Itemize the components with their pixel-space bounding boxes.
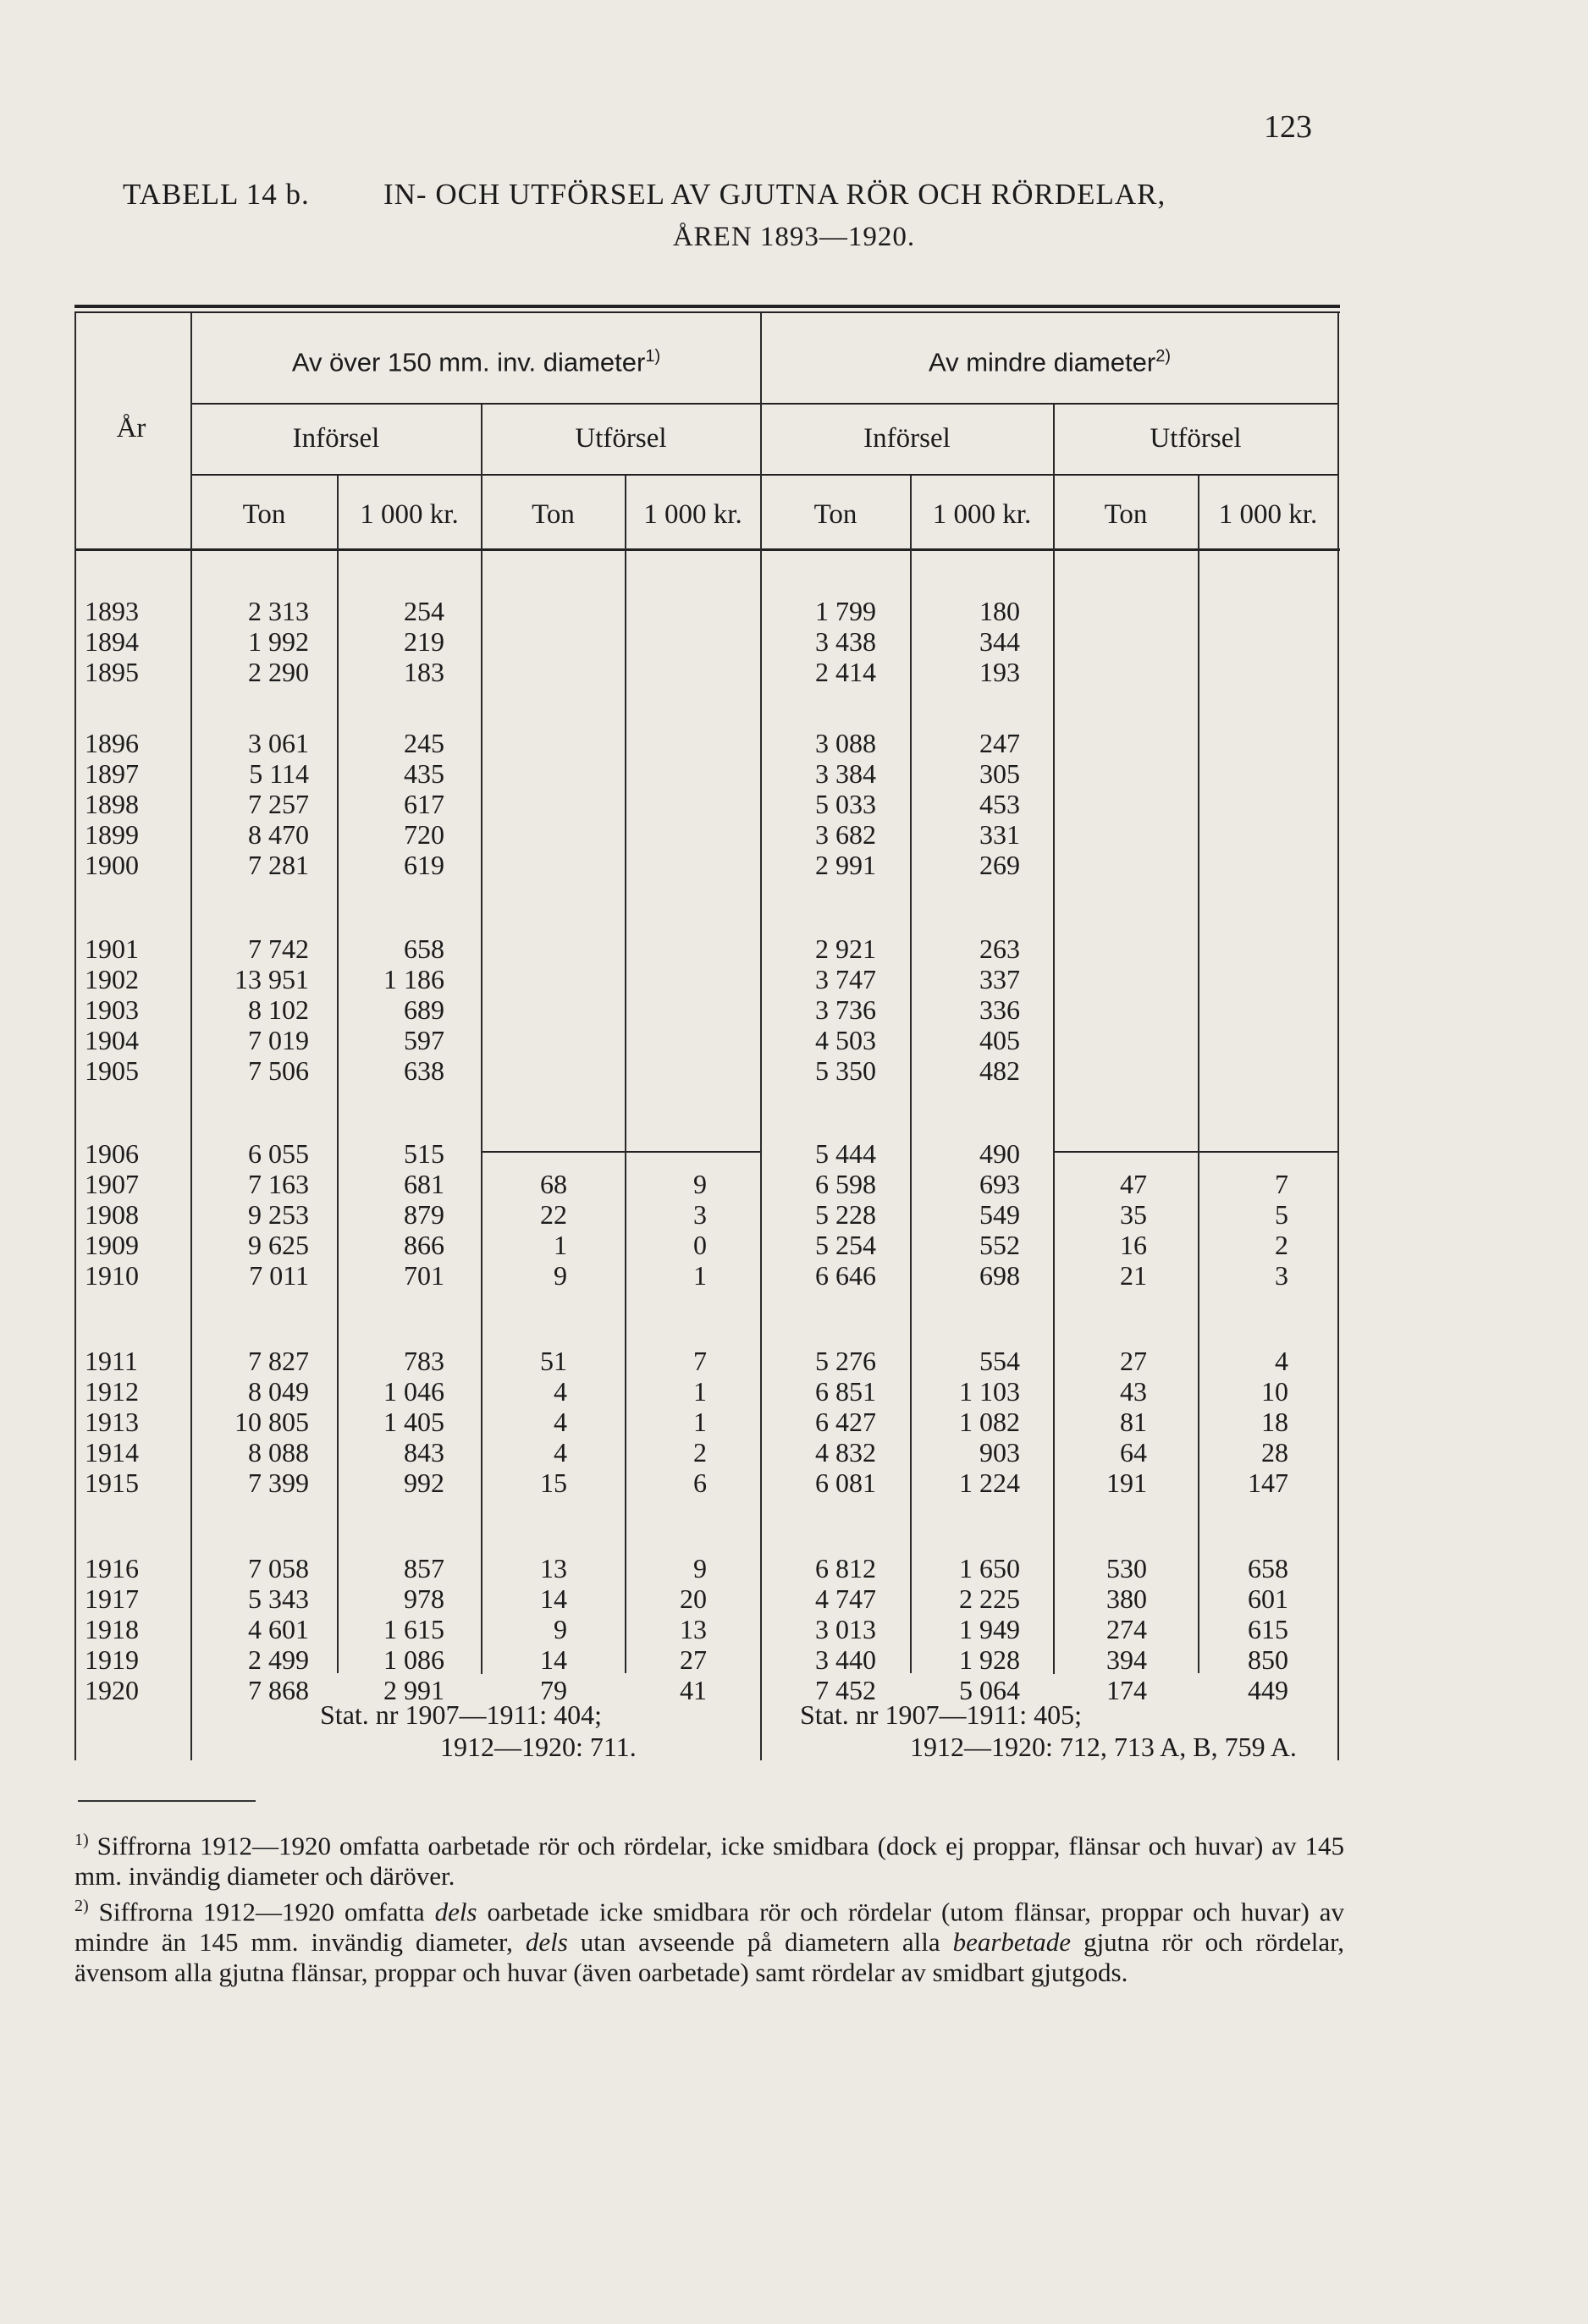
value-cell-c6: 269 [979,850,1020,880]
year-cell: 1896 [85,728,139,758]
value-cell-c6: 263 [979,933,1020,964]
value-cell-c2: 638 [404,1055,444,1086]
table-row [0,789,1588,819]
value-cell-c2: 701 [404,1260,444,1291]
stat-right-line1: Stat. nr 1907—1911: 405; [800,1699,1083,1730]
value-cell-c1: 7 281 [248,850,309,880]
value-cell-c6: 180 [979,596,1020,626]
value-cell-c6: 490 [979,1138,1020,1169]
year-cell: 1914 [85,1437,139,1468]
value-cell-c7: 43 [1120,1376,1147,1407]
value-cell-c1: 6 055 [248,1138,309,1169]
value-cell-c5: 5 276 [815,1346,876,1376]
header-g1-import: Införsel [292,423,380,454]
value-cell-c1: 7 742 [248,933,309,964]
table-row [0,1199,1588,1230]
value-cell-c4: 1 [693,1260,707,1291]
value-cell-c2: 254 [404,596,444,626]
table-title [123,178,1308,212]
header-group1 [195,347,758,377]
value-cell-c5: 3 736 [815,994,876,1025]
value-cell-c5: 7 452 [815,1675,876,1705]
value-cell-c6: 5 064 [959,1675,1020,1705]
value-cell-c6: 554 [979,1346,1020,1376]
year-cell: 1894 [85,626,139,657]
footnote-ref-1: 1) [645,347,661,366]
table-row [0,758,1588,789]
year-cell: 1909 [85,1230,139,1260]
value-cell-c6: 337 [979,964,1020,994]
page-number: 123 [1264,109,1312,145]
value-cell-c6: 1 082 [959,1407,1020,1437]
stat-right-line2: 1912—1920: 712, 713 A, B, 759 A. [910,1732,1297,1762]
value-cell-c5: 3 013 [815,1614,876,1644]
value-cell-c1: 2 499 [248,1644,309,1675]
value-cell-c3: 9 [554,1614,567,1644]
value-cell-c2: 617 [404,789,444,819]
value-cell-c4: 20 [680,1583,707,1614]
value-cell-c7: 274 [1106,1614,1147,1644]
value-cell-c2: 1 405 [383,1407,444,1437]
value-cell-c2: 783 [404,1346,444,1376]
value-cell-c8: 2 [1275,1230,1288,1260]
value-cell-c2: 681 [404,1169,444,1199]
value-cell-c5: 6 851 [815,1376,876,1407]
year-cell: 1893 [85,596,139,626]
year-cell: 1901 [85,933,139,964]
value-cell-c5: 3 747 [815,964,876,994]
value-cell-c8: 449 [1248,1675,1288,1705]
year-cell: 1915 [85,1468,139,1498]
value-cell-c6: 2 225 [959,1583,1020,1614]
value-cell-c6: 552 [979,1230,1020,1260]
value-cell-c2: 1 046 [383,1376,444,1407]
table-row [0,1675,1588,1705]
value-cell-c1: 2 290 [248,657,309,687]
value-cell-c4: 3 [693,1199,707,1230]
year-cell: 1907 [85,1169,139,1199]
value-cell-c7: 394 [1106,1644,1147,1675]
value-cell-c6: 331 [979,819,1020,850]
value-cell-c6: 1 949 [959,1614,1020,1644]
value-cell-c5: 5 254 [815,1230,876,1260]
value-cell-c7: 16 [1120,1230,1147,1260]
value-cell-c2: 992 [404,1468,444,1498]
value-cell-c5: 4 747 [815,1583,876,1614]
value-cell-c2: 515 [404,1138,444,1169]
value-cell-c1: 7 506 [248,1055,309,1086]
table-row [0,933,1588,964]
value-cell-c8: 4 [1275,1346,1288,1376]
footnote-2-dels-1: dels [434,1897,477,1927]
value-cell-c8: 601 [1248,1583,1288,1614]
table-row [0,964,1588,994]
year-cell: 1900 [85,850,139,880]
table-row [0,1644,1588,1675]
value-cell-c5: 3 438 [815,626,876,657]
table-row [0,994,1588,1025]
value-cell-c1: 8 470 [248,819,309,850]
value-cell-c5: 4 503 [815,1025,876,1055]
value-cell-c8: 658 [1248,1553,1288,1583]
footnote-rule [78,1800,256,1802]
value-cell-c6: 482 [979,1055,1020,1086]
value-cell-c5: 3 682 [815,819,876,850]
year-cell: 1913 [85,1407,139,1437]
value-cell-c7: 64 [1120,1437,1147,1468]
year-cell: 1916 [85,1553,139,1583]
value-cell-c5: 5 228 [815,1199,876,1230]
value-cell-c1: 13 951 [234,964,309,994]
value-cell-c1: 8 102 [248,994,309,1025]
value-cell-c5: 2 414 [815,657,876,687]
value-cell-c2: 2 991 [383,1675,444,1705]
value-cell-c6: 698 [979,1260,1020,1291]
value-cell-c2: 597 [404,1025,444,1055]
value-cell-c8: 615 [1248,1614,1288,1644]
value-cell-c6: 305 [979,758,1020,789]
value-cell-c8: 5 [1275,1199,1288,1230]
table-top-rule [74,305,1340,308]
value-cell-c5: 6 812 [815,1553,876,1583]
stat-left-line2: 1912—1920: 711. [440,1732,637,1762]
value-cell-c3: 13 [540,1553,567,1583]
year-cell: 1920 [85,1675,139,1705]
value-cell-c6: 1 224 [959,1468,1020,1498]
header-year: År [116,413,146,443]
value-cell-c7: 81 [1120,1407,1147,1437]
table-row [0,596,1588,626]
footnote-2-text-b: oarbetade icke smidbara rör och rördelar (utom flänsar, proppar och huvar) av mindre än 145 mm. invändig diameter, [74,1897,1345,1958]
value-cell-c5: 6 081 [815,1468,876,1498]
value-cell-c8: 147 [1248,1468,1288,1498]
table-row [0,1553,1588,1583]
value-cell-c2: 1 615 [383,1614,444,1644]
value-cell-c3: 9 [554,1260,567,1291]
header-rule-2 [190,474,1337,476]
footnote-2-dels-2: dels [525,1927,568,1958]
value-cell-c3: 22 [540,1199,567,1230]
value-cell-c2: 978 [404,1583,444,1614]
header-c3-ton: Ton [532,499,575,530]
table-row [0,626,1588,657]
value-cell-c1: 1 992 [248,626,309,657]
table-row [0,1376,1588,1407]
header-g1-export: Utförsel [575,423,667,454]
value-cell-c5: 2 921 [815,933,876,964]
footnote-2-text-d: gjutna rör och rördelar, ävensom alla gjutna flänsar, proppar och huvar (även oarbetade) samt rördelar av smidbart gjutgods. [74,1927,1345,1988]
value-cell-c1: 7 058 [248,1553,309,1583]
value-cell-c1: 7 827 [248,1346,309,1376]
table-row [0,1260,1588,1291]
value-cell-c6: 1 650 [959,1553,1020,1583]
value-cell-c3: 14 [540,1644,567,1675]
year-cell: 1912 [85,1376,139,1407]
value-cell-c3: 4 [554,1437,567,1468]
header-bottom-rule [74,548,1340,551]
value-cell-c8: 28 [1261,1437,1288,1468]
value-cell-c8: 850 [1248,1644,1288,1675]
year-cell: 1919 [85,1644,139,1675]
value-cell-c5: 2 991 [815,850,876,880]
table-title-years: ÅREN 1893—1920. [672,222,916,252]
table-top-rule-thin [74,311,1340,313]
stat-left-line1: Stat. nr 1907—1911: 404; [320,1699,603,1730]
value-cell-c5: 1 799 [815,596,876,626]
value-cell-c4: 6 [693,1468,707,1498]
value-cell-c8: 7 [1275,1169,1288,1199]
value-cell-c3: 14 [540,1583,567,1614]
value-cell-c1: 3 061 [248,728,309,758]
value-cell-c2: 435 [404,758,444,789]
value-cell-c4: 41 [680,1675,707,1705]
value-cell-c3: 79 [540,1675,567,1705]
year-cell: 1905 [85,1055,139,1086]
footnote-2-text-c: utan avseende på diametern alla [580,1927,940,1958]
table-row [0,850,1588,880]
value-cell-c1: 8 088 [248,1437,309,1468]
value-cell-c1: 2 313 [248,596,309,626]
table-row [0,657,1588,687]
value-cell-c2: 857 [404,1553,444,1583]
value-cell-c1: 7 399 [248,1468,309,1498]
value-cell-c5: 5 350 [815,1055,876,1086]
value-cell-c8: 3 [1275,1260,1288,1291]
table-row [0,1614,1588,1644]
value-cell-c7: 27 [1120,1346,1147,1376]
value-cell-c3: 15 [540,1468,567,1498]
value-cell-c6: 903 [979,1437,1020,1468]
footnote-2-text-a: Siffrorna 1912—1920 omfatta [98,1897,425,1927]
table-title-text: IN- OCH UTFÖRSEL AV GJUTNA RÖR OCH RÖRDELAR, [383,178,1166,211]
value-cell-c4: 7 [693,1346,707,1376]
year-cell: 1903 [85,994,139,1025]
value-cell-c4: 1 [693,1407,707,1437]
table-row [0,1468,1588,1498]
value-cell-c1: 7 868 [248,1675,309,1705]
value-cell-c6: 405 [979,1025,1020,1055]
value-cell-c6: 453 [979,789,1020,819]
value-cell-c5: 6 646 [815,1260,876,1291]
value-cell-c2: 658 [404,933,444,964]
table-row [0,1055,1588,1086]
value-cell-c5: 5 444 [815,1138,876,1169]
footnote-1-marker: 1) [74,1831,89,1849]
value-cell-c4: 9 [693,1553,707,1583]
value-cell-c1: 5 114 [249,758,309,789]
value-cell-c5: 3 384 [815,758,876,789]
value-cell-c1: 10 805 [234,1407,309,1437]
value-cell-c1: 9 625 [248,1230,309,1260]
table-row [0,1025,1588,1055]
value-cell-c2: 879 [404,1199,444,1230]
year-cell: 1906 [85,1138,139,1169]
value-cell-c5: 4 832 [815,1437,876,1468]
value-cell-c1: 5 343 [248,1583,309,1614]
footnote-ref-2: 2) [1155,347,1171,366]
table-row [0,728,1588,758]
footnote-1-text: Siffrorna 1912—1920 omfatta oarbetade rör och rördelar, icke smidbara (dock ej proppar, flänsar och huvar) av 145 mm. invändig diameter och däröver. [74,1831,1344,1892]
year-cell: 1904 [85,1025,139,1055]
value-cell-c4: 1 [693,1376,707,1407]
footnote-2 [74,1891,1344,1988]
value-cell-c7: 35 [1120,1199,1147,1230]
value-cell-c1: 7 019 [248,1025,309,1055]
value-cell-c2: 866 [404,1230,444,1260]
value-cell-c2: 843 [404,1437,444,1468]
value-cell-c5: 3 088 [815,728,876,758]
value-cell-c6: 193 [979,657,1020,687]
value-cell-c7: 47 [1120,1169,1147,1199]
value-cell-c3: 68 [540,1169,567,1199]
value-cell-c1: 4 601 [248,1614,309,1644]
value-cell-c4: 2 [693,1437,707,1468]
year-cell: 1917 [85,1583,139,1614]
table-row [0,1230,1588,1260]
table-row [0,1407,1588,1437]
value-cell-c6: 344 [979,626,1020,657]
value-cell-c3: 51 [540,1346,567,1376]
header-rule-1 [190,403,1337,405]
value-cell-c2: 689 [404,994,444,1025]
value-cell-c1: 7 257 [248,789,309,819]
value-cell-c2: 720 [404,819,444,850]
footnote-1 [74,1825,1344,1892]
value-cell-c6: 1 103 [959,1376,1020,1407]
footnote-2-marker: 2) [74,1897,89,1915]
header-c7-ton: Ton [1104,499,1148,530]
value-cell-c3: 4 [554,1407,567,1437]
value-cell-c4: 27 [680,1644,707,1675]
header-group1-label: Av över 150 mm. inv. diameter [291,347,646,377]
year-cell: 1911 [85,1346,138,1376]
table-row [0,1583,1588,1614]
header-g2-import: Införsel [863,423,951,454]
value-cell-c7: 174 [1106,1675,1147,1705]
value-cell-c5: 5 033 [815,789,876,819]
header-group2 [762,347,1337,377]
value-cell-c3: 1 [554,1230,567,1260]
header-c1-ton: Ton [242,499,286,530]
year-cell: 1918 [85,1614,139,1644]
table-row [0,1169,1588,1199]
table-row [0,1138,1588,1169]
value-cell-c7: 21 [1120,1260,1147,1291]
year-cell: 1895 [85,657,139,687]
year-cell: 1899 [85,819,139,850]
value-cell-c6: 336 [979,994,1020,1025]
value-cell-c1: 7 011 [249,1260,309,1291]
value-cell-c6: 549 [979,1199,1020,1230]
year-cell: 1910 [85,1260,139,1291]
value-cell-c6: 247 [979,728,1020,758]
table-label: TABELL 14 b. [123,178,310,211]
value-cell-c2: 1 086 [383,1644,444,1675]
value-cell-c6: 693 [979,1169,1020,1199]
value-cell-c1: 8 049 [248,1376,309,1407]
header-c4-kkr: 1 000 kr. [643,499,742,530]
value-cell-c7: 191 [1106,1468,1147,1498]
header-c5-ton: Ton [813,499,857,530]
header-c8-kkr: 1 000 kr. [1218,499,1318,530]
value-cell-c5: 6 598 [815,1169,876,1199]
year-cell: 1898 [85,789,139,819]
value-cell-c8: 10 [1261,1376,1288,1407]
value-cell-c5: 6 427 [815,1407,876,1437]
value-cell-c2: 183 [404,657,444,687]
year-cell: 1897 [85,758,139,789]
value-cell-c3: 4 [554,1376,567,1407]
value-cell-c5: 3 440 [815,1644,876,1675]
value-cell-c2: 219 [404,626,444,657]
value-cell-c4: 13 [680,1614,707,1644]
value-cell-c2: 619 [404,850,444,880]
value-cell-c8: 18 [1261,1407,1288,1437]
header-c2-kkr: 1 000 kr. [360,499,459,530]
year-cell: 1908 [85,1199,139,1230]
value-cell-c2: 1 186 [383,964,444,994]
header-c6-kkr: 1 000 kr. [932,499,1032,530]
table-row [0,1437,1588,1468]
year-cell: 1902 [85,964,139,994]
header-group2-label: Av mindre diameter [928,347,1156,377]
value-cell-c7: 530 [1106,1553,1147,1583]
value-cell-c1: 9 253 [248,1199,309,1230]
value-cell-c4: 9 [693,1169,707,1199]
value-cell-c6: 1 928 [959,1644,1020,1675]
value-cell-c7: 380 [1106,1583,1147,1614]
footnote-2-bearbetade: bearbetade [952,1927,1072,1958]
value-cell-c1: 7 163 [248,1169,309,1199]
value-cell-c2: 245 [404,728,444,758]
table-row [0,1346,1588,1376]
table-row [0,819,1588,850]
header-g2-export: Utförsel [1150,423,1242,454]
value-cell-c4: 0 [693,1230,707,1260]
